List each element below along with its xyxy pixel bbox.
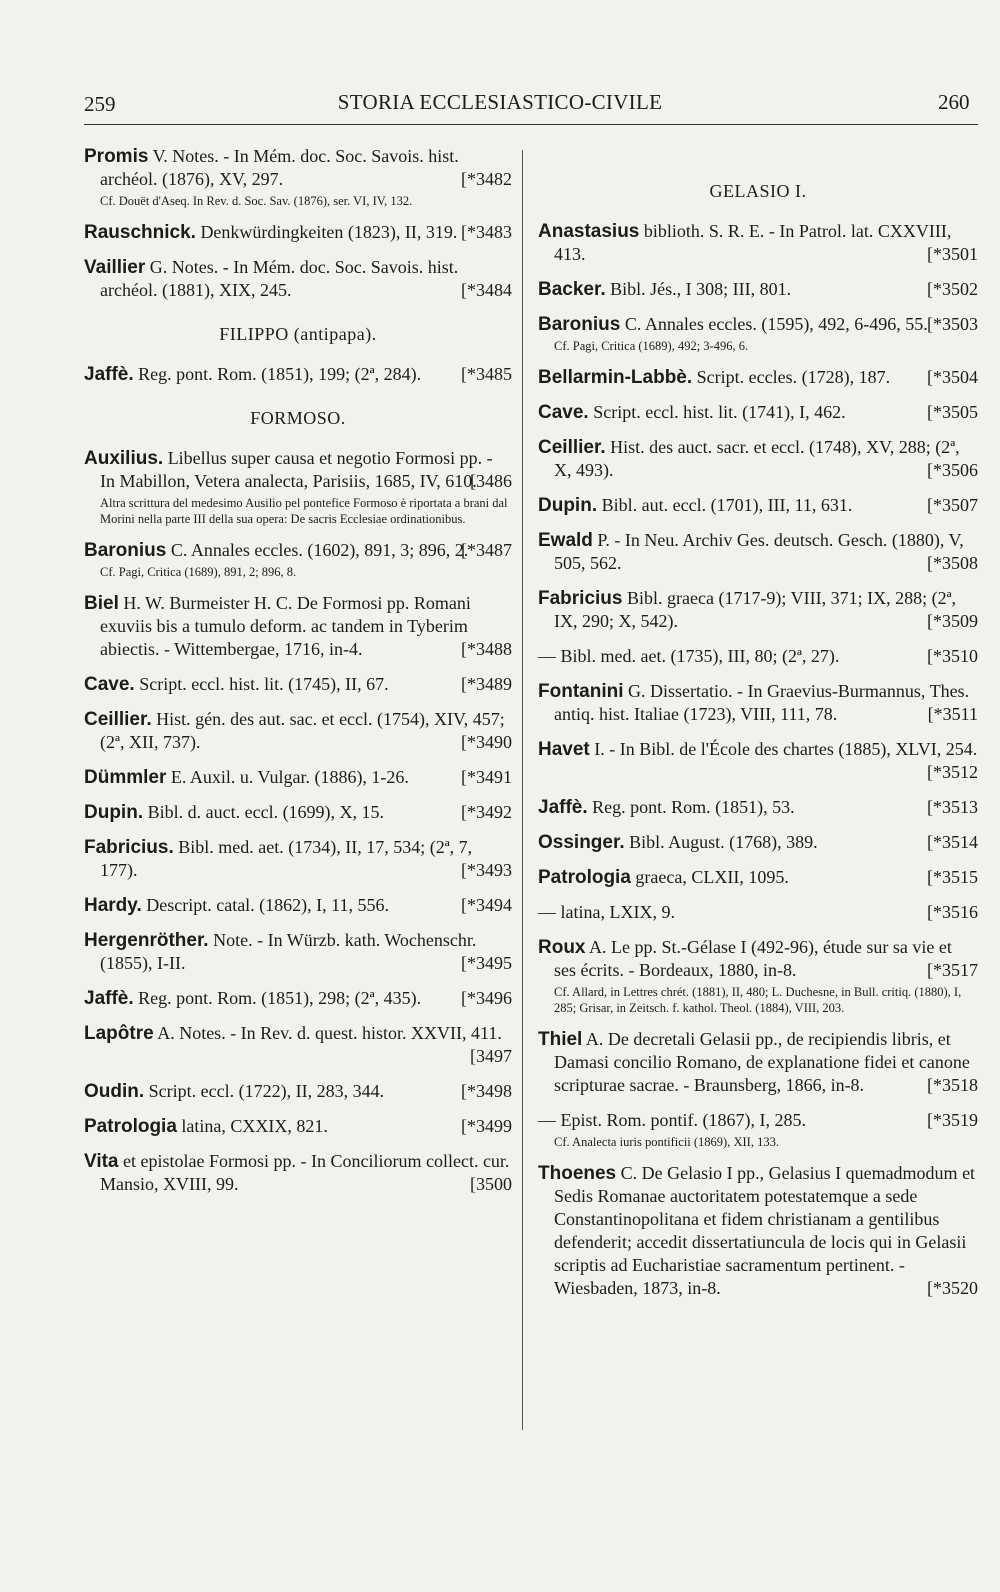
entry-text: Script. eccles. (1728), 187. — [692, 367, 891, 387]
entry-list — [84, 447, 512, 1196]
entry-text: — Epist. Rom. pontif. (1867), I, 285. — [538, 1110, 806, 1130]
entry-body — [84, 592, 512, 661]
bibliography-entry — [538, 1162, 978, 1300]
entry-body — [84, 708, 512, 754]
entry-text: Bibl. August. (1768), 389. — [624, 832, 818, 852]
entry-author: Dupin. — [84, 802, 144, 823]
column-divider — [522, 150, 523, 1430]
entry-body — [84, 1150, 512, 1196]
entry-author: Cave. — [538, 402, 589, 423]
entry-reference-number: [*3515 — [927, 867, 978, 887]
entry-text: latina, CXXIX, 821. — [176, 1116, 328, 1136]
entry-body — [538, 901, 978, 924]
entry-author: Auxilius. — [84, 448, 164, 469]
entry-author: Baronius — [84, 540, 167, 561]
entry-reference-number: [*3489 — [461, 674, 512, 694]
entry-author: Oudin. — [84, 1081, 145, 1102]
bibliography-entry — [84, 673, 512, 696]
entry-reference-number: [*3494 — [461, 895, 512, 915]
entry-body — [538, 278, 978, 301]
entry-note: Cf. Pagi, Critica (1689), 492; 3-496, 6. — [554, 339, 749, 353]
entry-text: Bibl. aut. eccl. (1701), III, 11, 631. — [597, 495, 853, 515]
entry-text: Bibl. graeca (1717-9); VIII, 371; IX, 288; (2ª, IX, 290; X, 542). — [554, 588, 957, 631]
entry-author: Fabricius. — [84, 837, 174, 858]
entry-body — [84, 1080, 512, 1103]
entry-body — [538, 529, 978, 575]
entry-text: C. De Gelasio I pp., Gelasius I quemadmodum et Sedis Romanae auctoritatem potestatemque a sede Constantinopolitana et fidem christianam a gentilibus defenderit; accedit dissertatiuncula de locis qui in Gelasii scriptis ad Eucharistiae sacramentum pertinent. - Wiesbaden, 1873, in-8. — [554, 1163, 976, 1298]
entry-reference-number: [*3491 — [461, 767, 512, 787]
entry-text: Script. eccl. (1722), II, 283, 344. — [144, 1081, 385, 1101]
entry-body — [538, 738, 978, 782]
entry-text: Bibl. med. aet. (1734), II, 17, 534; (2ª, 7, 177). — [100, 837, 473, 880]
entry-note: Cf. Allard, in Lettres chrét. (1881), II, 480; L. Duchesne, in Bull. critiq. (1880), I, 285; Grisar, in Zeitsch. f. kathol. Theol. (1884), VIII, 203. — [554, 985, 962, 1015]
entry-reference-number: [3486 — [470, 471, 512, 491]
entry-note: Altra scrittura del medesimo Ausilio pel pontefice Formoso è riportata a brani dal Morini nella parte III della sua opera: De sacris Ecclesiae ordinationibus. — [100, 496, 508, 526]
entry-body — [538, 796, 978, 819]
entry-text: P. - In Neu. Archiv Ges. deutsch. Gesch. (1880), V, 505, 562. — [554, 530, 964, 573]
bibliography-entry — [84, 836, 512, 882]
entry-body — [84, 1022, 512, 1066]
entry-text: Script. eccl. hist. lit. (1745), II, 67. — [134, 674, 389, 694]
bibliography-entry — [84, 256, 512, 302]
entry-body — [538, 1162, 978, 1300]
entry-body — [84, 447, 512, 493]
bibliography-entry — [538, 401, 978, 424]
entry-body — [84, 363, 512, 386]
entry-text: Hist. gén. des aut. sac. et eccl. (1754), XIV, 457; (2ª, XII, 737). — [100, 709, 505, 752]
entry-body — [84, 221, 512, 244]
entry-author: Jaffè. — [84, 364, 134, 385]
entry-text: A. De decretali Gelasii pp., de recipiendis libris, et Damasi concilio Romano, de explanatione fidei et canone scripturae sacrae. - Braunsberg, 1866, in-8. — [554, 1029, 970, 1095]
entry-author: Rauschnick. — [84, 222, 196, 243]
entry-body — [538, 866, 978, 889]
entry-reference-number: [*3520 — [927, 1278, 978, 1298]
entry-text: I. - In Bibl. de l'École des chartes (1885), XLVI, 254. — [589, 739, 978, 759]
entry-text: H. W. Burmeister H. C. De Formosi pp. Romani exuviis bis a tumulo deform. ac tandem in Tyberim abiectis. - Wittembergae, 1716, in-4. — [100, 593, 471, 659]
bibliography-entry — [84, 1150, 512, 1196]
entry-reference-number: [*3507 — [927, 495, 978, 515]
entry-body — [538, 494, 978, 517]
entry-author: Vita — [84, 1151, 119, 1172]
entry-body — [84, 766, 512, 789]
entry-reference-number: [*3485 — [461, 364, 512, 384]
entry-reference-number: [*3499 — [461, 1116, 512, 1136]
bibliography-entry — [538, 366, 978, 389]
entry-body — [538, 936, 978, 982]
bibliography-entry — [84, 592, 512, 661]
bibliography-entry — [538, 494, 978, 517]
entry-author: Ceillier. — [538, 437, 606, 458]
entry-body — [538, 680, 978, 726]
bibliography-entry — [538, 796, 978, 819]
entry-text: Script. eccl. hist. lit. (1741), I, 462. — [588, 402, 846, 422]
entry-author: Patrologia — [538, 867, 631, 888]
bibliography-entry — [84, 1022, 512, 1068]
entry-author: Vaillier — [84, 257, 146, 278]
entry-text: — latina, LXIX, 9. — [538, 902, 675, 922]
entry-body — [84, 539, 512, 562]
entry-author: Anastasius — [538, 221, 640, 242]
right-column — [538, 145, 978, 1312]
bibliography-entry — [538, 645, 978, 668]
entry-reference-number: [*3493 — [461, 860, 512, 880]
entry-author: Havet — [538, 739, 590, 760]
bibliography-entry — [84, 447, 512, 527]
bibliography-entry — [538, 831, 978, 854]
entry-author: Hergenröther. — [84, 930, 209, 951]
entry-reference-number: [*3506 — [927, 460, 978, 480]
entry-text: A. Notes. - In Rev. d. quest. histor. XXVII, 411. — [153, 1023, 502, 1043]
entry-list — [538, 220, 978, 1300]
entry-reference-number: [*3516 — [927, 902, 978, 922]
entry-body — [84, 145, 512, 191]
bibliography-entry — [538, 313, 978, 354]
section-heading-filippo: FILIPPO (antipapa). — [219, 324, 377, 344]
entry-reference-number: [*3504 — [927, 367, 978, 387]
entry-text: A. Le pp. St.-Gélase I (492-96), étude sur sa vie et ses écrits. - Bordeaux, 1880, in-8. — [554, 937, 952, 980]
entry-author: Hardy. — [84, 895, 142, 916]
entry-author: Promis — [84, 146, 149, 167]
entry-author: Ceillier. — [84, 709, 152, 730]
running-title: STORIA ECCLESIASTICO-CIVILE — [337, 90, 663, 114]
entry-reference-number: [*3503 — [927, 314, 978, 334]
entry-reference-number: [*3490 — [461, 732, 512, 752]
entry-reference-number: [*3512 — [927, 762, 978, 782]
bibliography-entry — [84, 221, 512, 244]
entry-body — [538, 645, 978, 668]
entry-reference-number: [*3514 — [927, 832, 978, 852]
entry-reference-number: [*3483 — [461, 222, 512, 242]
bibliography-entry — [84, 1080, 512, 1103]
bibliography-entry — [84, 708, 512, 754]
entry-body — [538, 401, 978, 424]
entry-body — [538, 1109, 978, 1132]
entry-body — [84, 894, 512, 917]
entry-reference-number: [*3501 — [927, 244, 978, 264]
entry-text: G. Dissertatio. - In Graevius-Burmannus, Thes. antiq. hist. Italiae (1723), VIII, 111, 78. — [554, 681, 970, 724]
entry-reference-number: [*3509 — [927, 611, 978, 631]
page-number-right: 260 — [938, 90, 970, 114]
bibliography-entry — [538, 738, 978, 784]
bibliography-entry — [538, 901, 978, 924]
entry-body — [84, 801, 512, 824]
entry-body — [538, 436, 978, 482]
entry-author: Jaffè. — [84, 988, 134, 1009]
entry-reference-number: [*3488 — [461, 639, 512, 659]
entry-text: V. Notes. - In Mém. doc. Soc. Savois. hist. archéol. (1876), XV, 297. — [100, 146, 459, 189]
bibliography-entry — [538, 866, 978, 889]
entry-text: E. Auxil. u. Vulgar. (1886), 1-26. — [166, 767, 409, 787]
entry-reference-number: [*3508 — [927, 553, 978, 573]
entry-author: Dupin. — [538, 495, 598, 516]
entry-body — [538, 587, 978, 633]
bibliography-entry — [84, 894, 512, 917]
entry-text: C. Annales eccles. (1595), 492, 6-496, 55. — [620, 314, 928, 334]
entry-note: Cf. Douët d'Aseq. In Rev. d. Soc. Sav. (1876), ser. VI, IV, 132. — [100, 194, 413, 208]
entry-text: Reg. pont. Rom. (1851), 199; (2ª, 284). — [133, 364, 422, 384]
entry-text: G. Notes. - In Mém. doc. Soc. Savois. hist. archéol. (1881), XIX, 245. — [100, 257, 459, 300]
entry-author: Thiel — [538, 1029, 583, 1050]
entry-body — [84, 929, 512, 975]
bibliography-entry — [538, 1028, 978, 1097]
bibliography-entry — [84, 145, 512, 209]
bibliography-entry — [84, 987, 512, 1010]
entry-text: Denkwürdingkeiten (1823), II, 319. — [195, 222, 458, 242]
entry-author: Backer. — [538, 279, 606, 300]
page-header — [0, 88, 1000, 122]
entry-reference-number: [*3496 — [461, 988, 512, 1008]
entry-reference-number: [*3510 — [927, 646, 978, 666]
entry-author: Ewald — [538, 530, 593, 551]
page-number-left: 259 — [84, 92, 116, 116]
entry-text: — Bibl. med. aet. (1735), III, 80; (2ª, 27). — [538, 646, 840, 666]
entry-text: Reg. pont. Rom. (1851), 53. — [587, 797, 795, 817]
entry-body — [538, 831, 978, 854]
bibliography-entry — [84, 539, 512, 580]
entry-note: Cf. Pagi, Critica (1689), 891, 2; 896, 8. — [100, 565, 297, 579]
bibliography-entry — [538, 220, 978, 266]
bibliography-entry — [538, 436, 978, 482]
entry-author: Biel — [84, 593, 119, 614]
section-heading-formoso: FORMOSO. — [250, 408, 346, 428]
entry-reference-number: [*3484 — [461, 280, 512, 300]
entry-text: graeca, CLXII, 1095. — [630, 867, 789, 887]
entry-reference-number: [*3517 — [927, 960, 978, 980]
bibliography-entry — [84, 929, 512, 975]
entry-reference-number: [*3518 — [927, 1075, 978, 1095]
entry-body — [84, 673, 512, 696]
entry-author: Patrologia — [84, 1116, 177, 1137]
entry-body — [538, 366, 978, 389]
entry-reference-number: [*3519 — [927, 1110, 978, 1130]
entry-reference-number: [*3511 — [927, 704, 978, 724]
bibliography-entry — [538, 278, 978, 301]
entry-text: et epistolae Formosi pp. - In Conciliorum collect. cur. Mansio, XVIII, 99. — [100, 1151, 510, 1194]
entry-author: Cave. — [84, 674, 135, 695]
entry-author: Thoenes — [538, 1163, 617, 1184]
entry-reference-number: [*3502 — [927, 279, 978, 299]
entry-reference-number: [*3505 — [927, 402, 978, 422]
entry-body — [84, 256, 512, 302]
entry-text: Bibl. Jés., I 308; III, 801. — [605, 279, 792, 299]
entry-reference-number: [*3482 — [461, 169, 512, 189]
entry-note: Cf. Analecta iuris pontificii (1869), XII, 133. — [554, 1135, 779, 1149]
entry-text: biblioth. S. R. E. - In Patrol. lat. CXXVIII, 413. — [554, 221, 952, 264]
entry-author: Baronius — [538, 314, 621, 335]
section-heading-gelasio: GELASIO I. — [709, 181, 807, 201]
entry-body — [84, 987, 512, 1010]
entry-text: Descript. catal. (1862), I, 11, 556. — [141, 895, 389, 915]
bibliography-entry — [84, 1115, 512, 1138]
entry-body — [538, 313, 978, 336]
entry-author: Dümmler — [84, 767, 167, 788]
entry-list — [84, 145, 512, 302]
bibliography-entry — [538, 680, 978, 726]
entry-author: Jaffè. — [538, 797, 588, 818]
entry-text: Reg. pont. Rom. (1851), 298; (2ª, 435). — [133, 988, 422, 1008]
entry-author: Bellarmin-Labbè. — [538, 367, 693, 388]
bibliography-entry — [538, 587, 978, 633]
bibliography-entry — [84, 766, 512, 789]
entry-author: Ossinger. — [538, 832, 625, 853]
entry-reference-number: [3497 — [470, 1046, 512, 1066]
entry-reference-number: [*3513 — [927, 797, 978, 817]
entry-author: Lapôtre — [84, 1023, 154, 1044]
entry-text: C. Annales eccles. (1602), 891, 3; 896, 2. — [166, 540, 469, 560]
bibliography-entry — [538, 1109, 978, 1150]
entry-body — [84, 1115, 512, 1138]
entry-body — [538, 220, 978, 266]
entry-text: Bibl. d. auct. eccl. (1699), X, 15. — [143, 802, 385, 822]
entry-body — [84, 836, 512, 882]
entry-reference-number: [*3498 — [461, 1081, 512, 1101]
bibliography-entry — [538, 936, 978, 1016]
entry-author: Fabricius — [538, 588, 623, 609]
entry-reference-number: [*3487 — [461, 540, 512, 560]
bibliography-entry — [538, 529, 978, 575]
bibliography-entry — [84, 363, 512, 386]
entry-reference-number: [*3495 — [461, 953, 512, 973]
entry-text: Hist. des auct. sacr. et eccl. (1748), XV, 288; (2ª, X, 493). — [554, 437, 960, 480]
entry-body — [538, 1028, 978, 1097]
entry-author: Fontanini — [538, 681, 624, 702]
entry-text: Note. - In Würzb. kath. Wochenschr. (1855), I-II. — [100, 930, 477, 973]
entry-list — [84, 363, 512, 386]
entry-reference-number: [*3492 — [461, 802, 512, 822]
entry-text: Libellus super causa et negotio Formosi pp. - In Mabillon, Vetera analecta, Parisiis, 1685, IV, 610. — [100, 448, 493, 491]
header-rule — [84, 124, 978, 125]
entry-author: Roux — [538, 937, 586, 958]
entry-reference-number: [3500 — [470, 1174, 512, 1194]
left-column — [84, 145, 512, 1208]
bibliography-entry — [84, 801, 512, 824]
